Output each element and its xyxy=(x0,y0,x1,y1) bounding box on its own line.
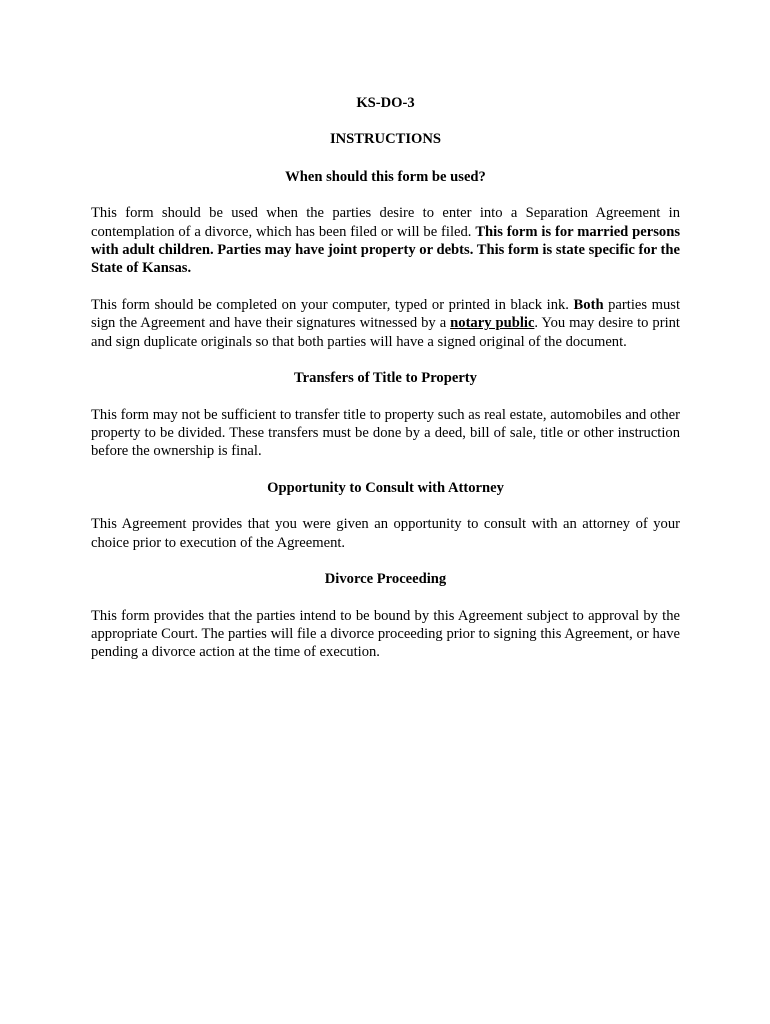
form-code: KS-DO-3 xyxy=(356,95,415,111)
transfers-heading: Transfers of Title to Property xyxy=(294,369,477,386)
usage-p2-text-c: . You may desire to print and sign duplicate originals so that both parties will have a signed original of the document. xyxy=(91,315,680,350)
usage-p2-text-b: parties must sign the Agreement and have their signatures witnessed by a xyxy=(91,297,680,332)
usage-heading: When should this form be used? xyxy=(285,168,486,185)
divorce-paragraph: This form provides that the parties intend to be bound by this Agreement subject to approval by the appropriate Court. The parties will file a divorce proceeding prior to signing this Agreement, or have pending a divorce action at the time of execution. xyxy=(91,607,680,661)
usage-p1-text: This form should be used when the parties desire to enter into a Separation Agreement in contemplation of a divorce, which has been filed or will be filed. xyxy=(91,205,680,240)
document-title: INSTRUCTIONS xyxy=(329,131,442,148)
attorney-paragraph: This Agreement provides that you were given an opportunity to consult with an attorney of your choice prior to execution of the Agreement. xyxy=(91,516,680,551)
usage-p1-bold: This form is for married persons with adult children. Parties may have joint property or debts. This form is state specific for the State of Kansas. xyxy=(91,223,680,277)
usage-p2-text-a: This form should be completed on your computer, typed or printed in black ink. xyxy=(91,297,574,314)
usage-paragraph-2 xyxy=(91,296,680,351)
notary-public-link: notary public xyxy=(450,315,535,332)
usage-paragraph-1 xyxy=(91,204,680,277)
transfers-paragraph: This form may not be sufficient to transfer title to property such as real estate, automobiles and other property to be divided. These transfers must be done by a deed, bill of sale, title or other instruction before the ownership is final. xyxy=(91,406,680,460)
divorce-heading: Divorce Proceeding xyxy=(324,571,447,588)
usage-p2-bold: Both xyxy=(573,297,604,314)
attorney-heading: Opportunity to Consult with Attorney xyxy=(267,479,504,496)
document-content xyxy=(91,94,680,662)
